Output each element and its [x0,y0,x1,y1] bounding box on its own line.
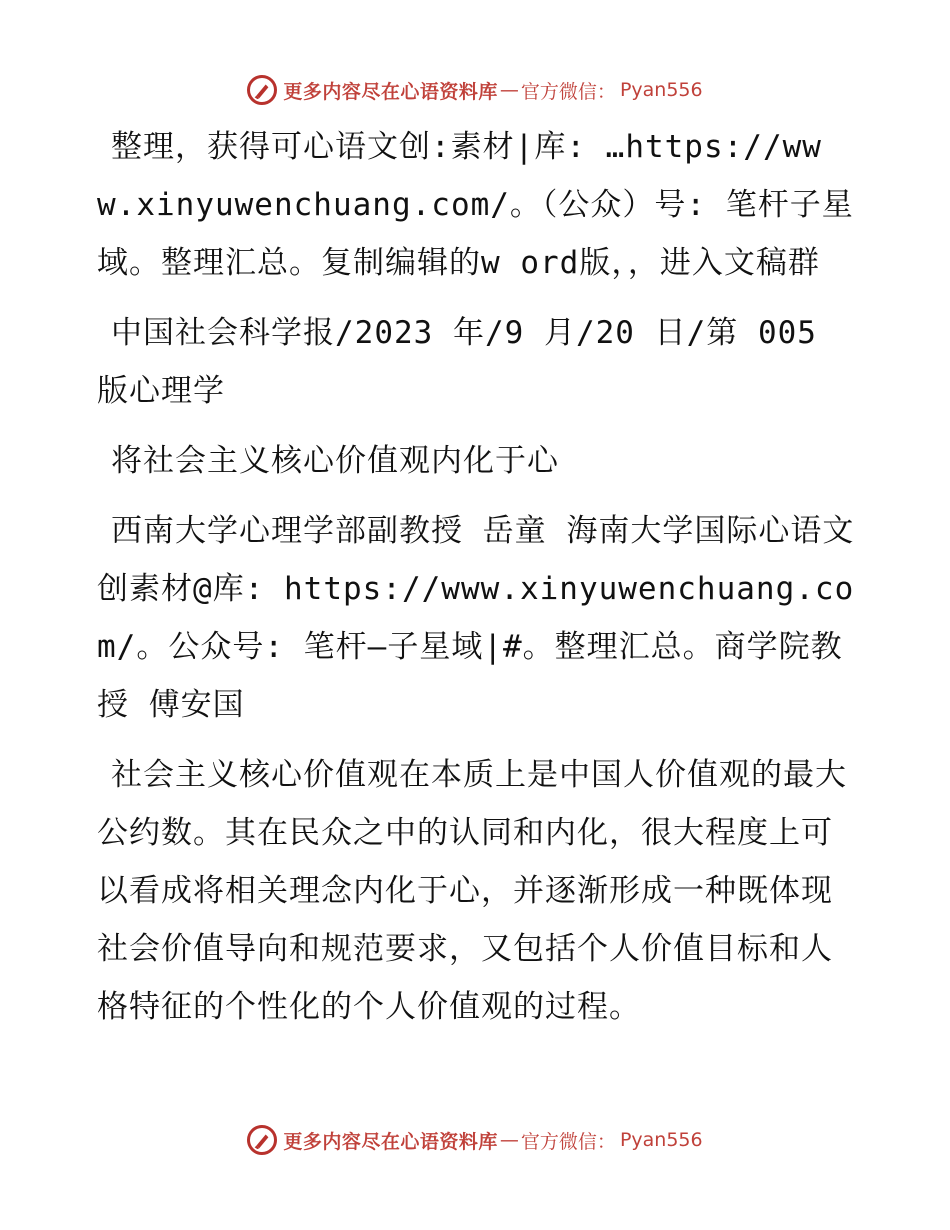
banner-wechat-label: 官方微信： [520,80,616,103]
brand-logo-icon [247,1125,277,1155]
paragraph-body: 社会主义核心价值观在本质上是中国人价值观的最大公约数。其在民众之中的认同和内化，很大程度上可以看成将相关理念内化于心，并逐渐形成一种既体现社会价值导向和规范要求，又包括个人价值目标和人格特征的个性化的个人价值观的过程。 [97,757,847,1025]
paragraph-source: 中国社会科学报/2023 年/9 月/20 日/第 005 版心理学 [97,315,817,409]
banner-wechat-label: 官方微信： [520,1130,616,1153]
banner-slogan: 更多内容尽在心语资料库 [283,1130,498,1153]
banner-separator: — [499,79,519,101]
banner-slogan: 更多内容尽在心语资料库 [283,80,498,103]
banner-wechat-id: Pyan556 [619,79,703,101]
document-body [97,118,857,1048]
banner-wechat-id: Pyan556 [619,1129,703,1151]
header-banner [0,70,950,110]
paragraph-intro: 整理，获得可心语文创:素材|库: …https://www.xinyuwenchuang.com/。（公众）号: 笔杆子星域。整理汇总。复制编辑的w ord版，，进入文稿群 [97,129,854,281]
paragraph-authors: 西南大学心理学部副教授 岳童 海南大学国际心语文创素材@库: https://www.xinyuwenchuang.com/。公众号: 笔杆—子星域|#。整理汇总。商学院教授 傅安国 [97,513,855,723]
banner-separator: — [499,1129,519,1151]
article-title: 将社会主义核心价值观内化于心 [111,443,559,479]
brand-logo-icon [247,75,277,105]
footer-banner [0,1120,950,1160]
